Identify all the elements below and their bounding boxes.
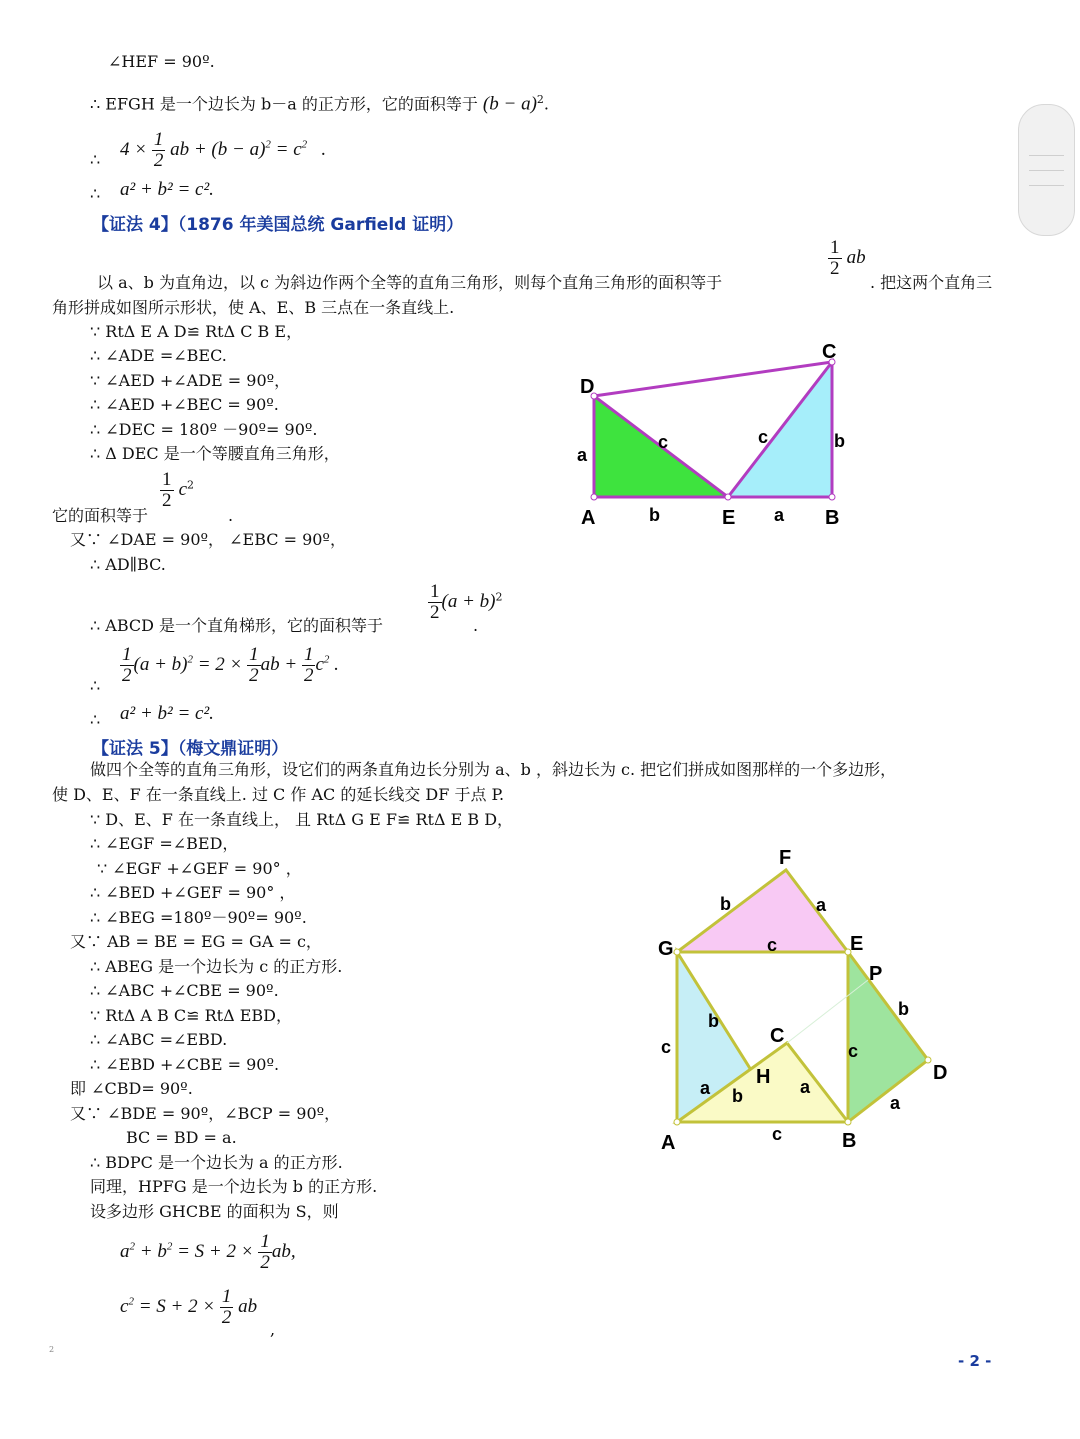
label-a-point2: A [661,1132,676,1154]
label-side-a-bottom: a [774,505,785,525]
proof5-step-15: ∴ BDPC 是一个边长为 a 的正方形. [90,1153,343,1172]
point-g [674,949,680,955]
proof4-intro2: 角形拼成如图所示形状，使 A、E、B 三点在一条直线上. [52,298,455,317]
proof5-step-10: ∴ ∠ABC =∠EBD. [90,1030,228,1049]
proof5-equation-end: , [270,1320,276,1339]
proof5-heading: 【证法 5】（梅文鼎证明） [92,739,289,759]
proof5-step-13: 又∵ ∠BDE = 90º，∠BCP = 90º， [70,1104,341,1123]
segment-dc [594,362,832,396]
proof5-step-14: BC = BD = a. [126,1128,237,1147]
point-b [829,494,835,500]
label-side-a-bd: a [890,1093,901,1113]
label-side-b-fg: b [720,894,731,914]
line-hef: ∠HEF = 90º. [108,52,215,71]
label-d-point2: D [933,1062,948,1084]
proof4-step-2: ∴ ∠ADE =∠BEC. [90,346,227,365]
proof4-step-1: ∵ RtΔ E A D≌ RtΔ C B E， [90,322,303,341]
label-b-point: B [825,507,840,529]
label-side-b-gh: b [708,1011,719,1031]
proof4-step-8: ∴ AD∥BC. [90,555,166,574]
proof4-trapezoid-area: $\frac{1}{2}$ $(a + b)^2$ [430,581,503,623]
proof5-step-8: ∴ ∠ABC +∠CBE = 90º. [90,981,279,1000]
label-g-point: G [658,938,674,960]
label-side-a-ah: a [700,1078,711,1098]
proof4-step-7: 又∵ ∠DAE = 90º， ∠EBC = 90º， [70,530,346,549]
proof5-step-7: ∴ ABEG 是一个边长为 c 的正方形. [90,957,343,976]
proof5-equation-1: $a^2 + b^2 = S + 2$ × $\frac{1}{2}$ ab, [120,1231,296,1273]
label-h-point: H [756,1066,771,1088]
proof4-half-c2: $\frac{1}{2}$ $c^2$ [162,469,195,511]
proof5-step-17: 设多边形 GHCBE 的面积为 S，则 [90,1202,339,1221]
label-c-point: C [822,341,837,363]
proof4-step-9: ∴ ABCD 是一个直角梯形，它的面积等于 . [90,616,479,635]
label-side-b-hc: b [732,1086,743,1106]
label-side-c-eb: c [848,1041,859,1061]
label-side-c-ga: c [661,1037,672,1057]
proof5-step-1: ∵ D、E、F 在一条直线上， 且 RtΔ G E F≌ RtΔ E B D， [90,810,514,829]
proof5-equation-2: $c^2 = S + 2$ × $\frac{1}{2}$ ab [120,1286,258,1328]
label-side-c-ge: c [767,935,778,955]
proof5-intro2: 使 D、E、F 在一条直线上. 过 C 作 AC 的延长线交 DF 于点 P. [52,785,505,804]
line-efgh-math: (b − a) [482,93,537,115]
proof4-therefore-b: ∴ [90,710,101,729]
label-a-point: A [581,507,596,529]
proof5-step-11: ∴ ∠EBD +∠CBE = 90º. [90,1055,280,1074]
point-e [725,494,731,500]
point-a [591,494,597,500]
label-side-b-pd: b [898,999,909,1019]
proof4-step-4: ∴ ∠AED +∠BEC = 90º. [90,395,279,414]
label-side-c-ab: c [772,1124,783,1144]
label-side-c-right: c [758,427,769,447]
point-a2 [674,1119,680,1125]
proof4-intro1: 以 a、b 为直角边，以 c 为斜边作两个全等的直角三角形，则每个直角三角形的面积等于 [97,273,723,292]
proof5-step-9: ∵ RtΔ A B C≌ RtΔ EBD， [90,1006,292,1025]
line-efgh-text: ∴ EFGH 是一个边长为 b－a 的正方形，它的面积等于 [90,94,478,114]
label-side-b-bottom: b [649,505,660,525]
label-e-point2: E [850,933,864,955]
label-f-point: F [779,847,792,869]
proof4-heading: 【证法 4】（1876 年美国总统 Garfield 证明） [92,215,464,235]
proof4-half-ab: $\frac{1}{2}$ ab [830,237,866,279]
label-side-a-cb: a [800,1077,811,1097]
label-e-point: E [722,507,736,529]
proof4-step-3: ∵ ∠AED +∠ADE = 90º， [90,371,291,390]
figure-meiwending [650,840,960,1160]
figure-garfield [570,335,860,535]
triangle-ebd [848,952,928,1122]
page-number: - 2 - [958,1352,992,1370]
proof5-step-3: ∵ ∠EGF +∠GEF = 90° ， [97,859,302,878]
proof4-therefore-a: ∴ [90,676,101,695]
label-b-point2: B [842,1130,857,1152]
proof4-equation-1: $\frac{1}{2}$ $(a + b)^2 = 2$ × $\frac{1}{2}$ ab + $\frac{1}{2}$ $c^2$ . [122,644,339,686]
label-side-b-right: b [834,431,845,451]
line-therefore-1: ∴ [90,150,101,169]
line-therefore-2: ∴ [90,184,101,203]
proof5-step-6: 又∵ AB = BE = EG = GA = c， [70,932,322,951]
proof4-step-6: ∴ Δ DEC 是一个等腰直角三角形， [90,444,340,463]
proof4-step-5: ∴ ∠DEC = 180º －90º= 90º. [90,420,318,439]
proof5-step-12: 即 ∠CBD= 90º. [70,1079,193,1098]
label-p-point: P [869,963,883,985]
proof5-intro1: 做四个全等的直角三角形，设它们的两条直角边长分别为 a、b ，斜边长为 c. 把它们拼成如图那样的一个多边形， [90,760,897,779]
proof5-step-4: ∴ ∠BED +∠GEF = 90° ， [90,883,296,902]
proof5-step-2: ∴ ∠EGF =∠BED， [90,834,239,853]
equation-4-half-ab: 4 × $\frac{1}{2}$ ab + $(b - a)^2 = c^2$ . [120,129,327,171]
label-c-point2: C [770,1025,785,1047]
point-b2 [845,1119,851,1125]
scroll-handle[interactable] [1018,104,1075,236]
proof4-area-text: 它的面积等于 . [52,506,234,525]
point-d2 [925,1057,931,1063]
label-side-a-left: a [577,445,588,465]
label-side-a-fe: a [816,895,827,915]
proof5-step-16: 同理，HPFG 是一个边长为 b 的正方形. [90,1177,378,1196]
line-efgh: ∴ EFGH 是一个边长为 b－a 的正方形，它的面积等于 $(b - a)^2$. [90,93,549,115]
label-d-point: D [580,376,595,398]
equation-a2-b2-c2: a² + b² = c². [120,179,214,200]
triangle-cbe [728,362,832,497]
label-side-c-left: c [658,432,669,452]
proof4-equation-2: a² + b² = c². [120,703,214,724]
proof5-step-5: ∴ ∠BEG =180º－90º= 90º. [90,908,307,927]
footer-tiny-number: 2 [49,1345,55,1354]
proof4-intro1-end: . 把这两个直角三 [870,273,993,292]
